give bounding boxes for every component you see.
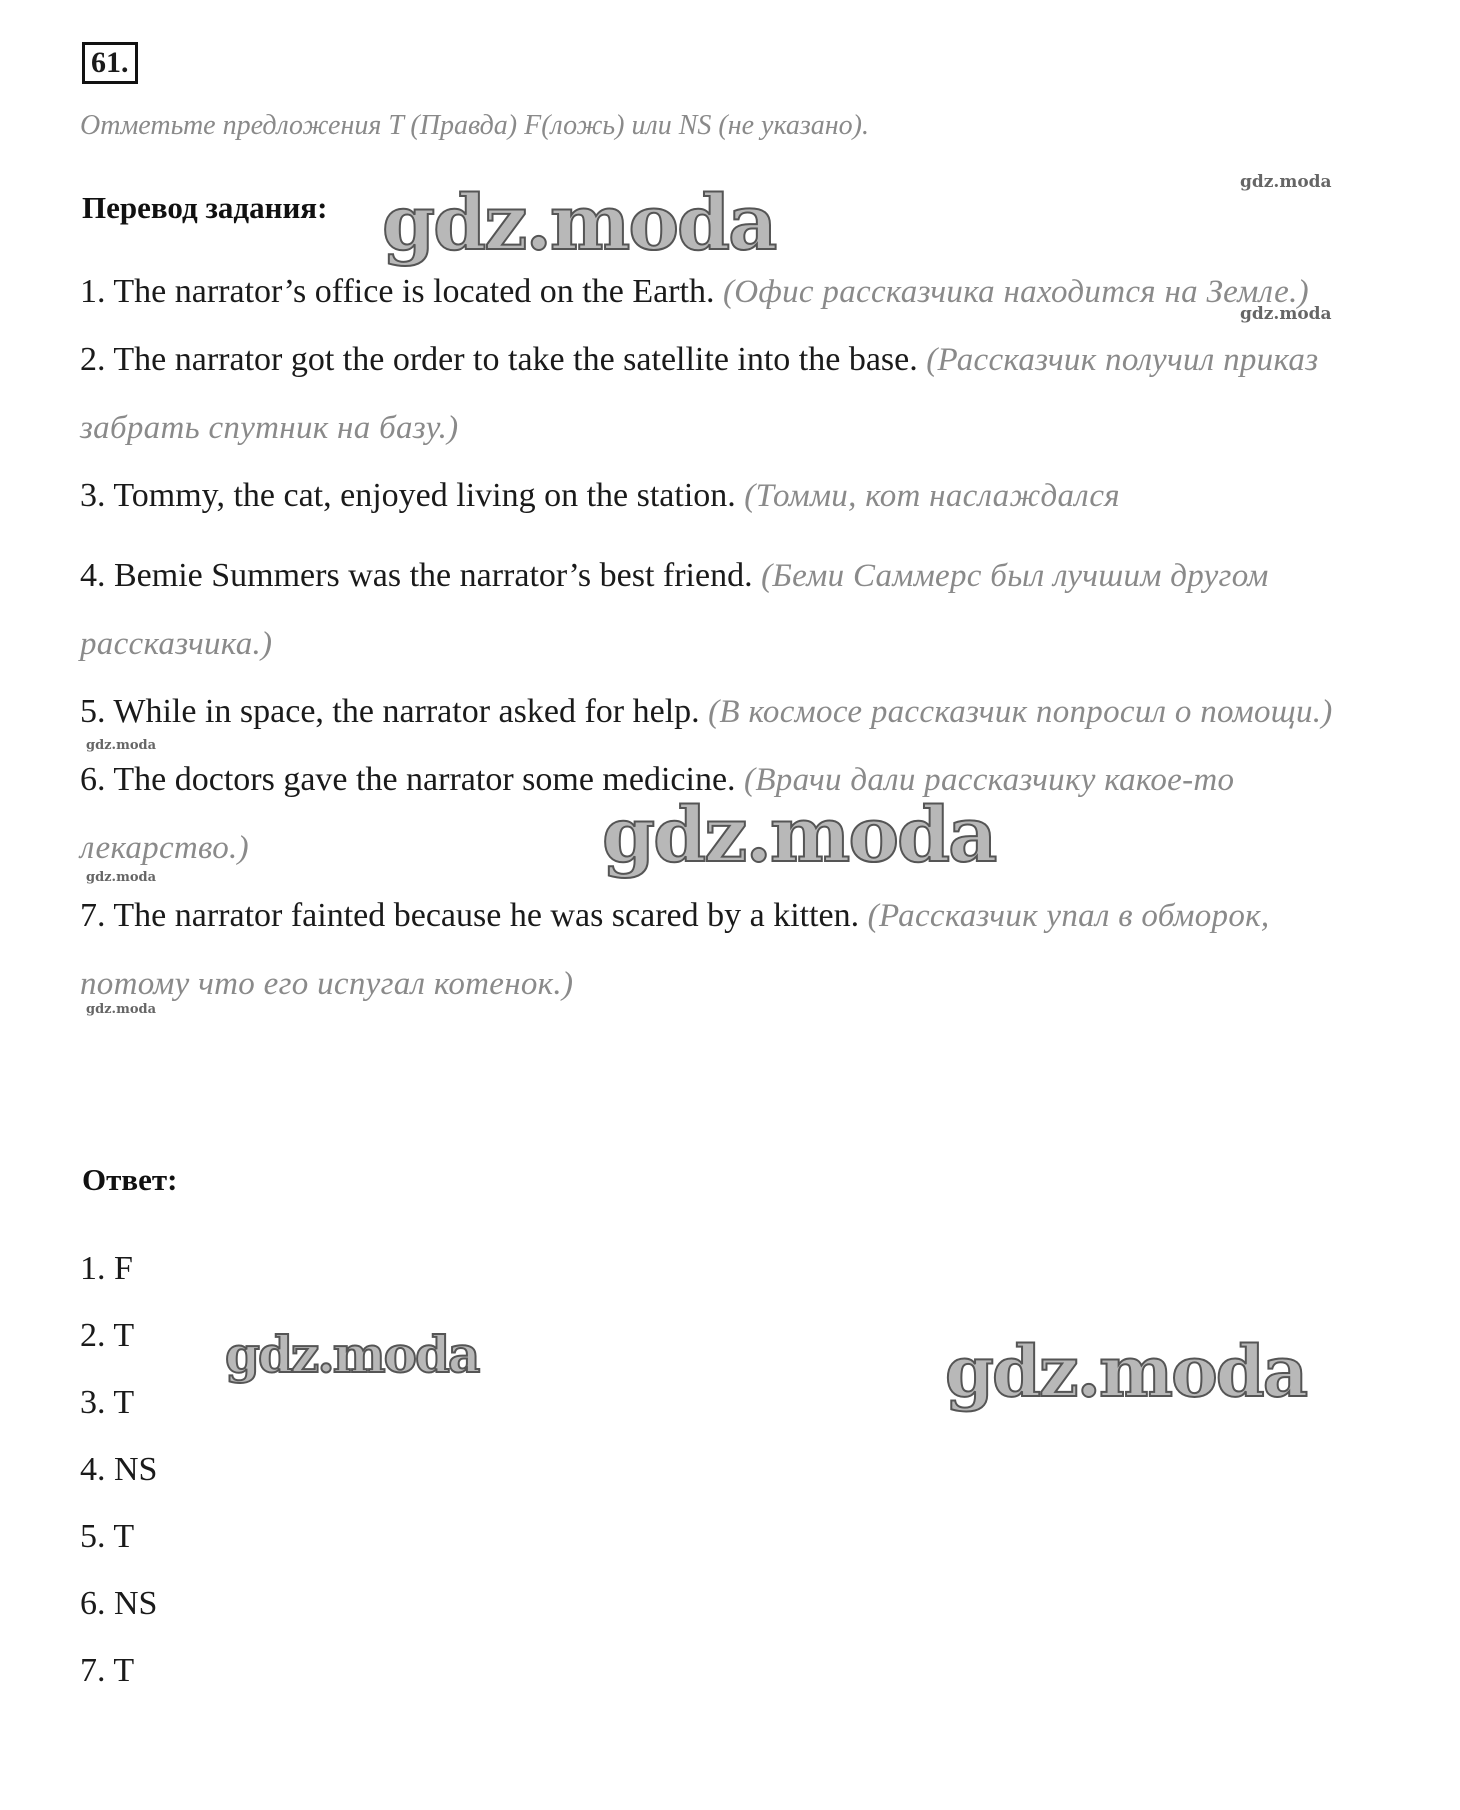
watermark-small: gdz.moda <box>1240 304 1332 324</box>
answer-item: 4. NS <box>80 1451 158 1488</box>
statement-item <box>80 882 1380 1018</box>
answer-item: 5. T <box>80 1518 135 1555</box>
statement-item <box>80 462 1380 530</box>
answer-item: 7. T <box>80 1652 135 1689</box>
statement-english: 5. While in space, the narrator asked for help. <box>80 693 700 730</box>
task-instruction: Отметьте предложения T (Правда) F(ложь) или NS (не указано). <box>80 110 869 141</box>
watermark-small: gdz.moda <box>86 870 157 885</box>
watermark-small: gdz.moda <box>1240 172 1332 192</box>
answer-item: 6. NS <box>80 1585 158 1622</box>
watermark-large: gdz.moda <box>382 178 776 267</box>
answer-item: 2. T <box>80 1317 135 1354</box>
statement-russian: (Офис рассказчика находится на Земле.) <box>722 274 1309 310</box>
answer-item: 1. F <box>80 1250 133 1287</box>
statement-russian: (Томми, кот наслаждался <box>744 478 1120 514</box>
statement-english: 4. Bemie Summers was the narrator’s best friend. <box>80 557 753 594</box>
watermark-medium: gdz.moda <box>225 1325 479 1384</box>
statement-russian: (Рассказчик получил приказ забрать спутник на базу.) <box>80 342 1319 446</box>
statement-english: 3. Tommy, the cat, enjoyed living on the station. <box>80 477 736 514</box>
statement-item <box>80 746 1380 882</box>
statement-russian: (Врачи дали рассказчику какое-то лекарство.) <box>80 762 1235 866</box>
watermark-large: gdz.moda <box>945 1330 1307 1413</box>
statement-item <box>80 326 1380 462</box>
watermark-small: gdz.moda <box>86 1002 157 1017</box>
statement-item <box>80 258 1380 326</box>
statement-english: 1. The narrator’s office is located on the Earth. <box>80 273 715 310</box>
watermark-large: gdz.moda <box>602 790 996 879</box>
answer-item: 3. T <box>80 1384 135 1421</box>
statement-english: 6. The doctors gave the narrator some medicine. <box>80 761 736 798</box>
answer-list <box>80 1235 157 1704</box>
statement-russian: (Рассказчик упал в обморок, потому что его испугал котенок.) <box>80 898 1270 1002</box>
task-number: 61. <box>82 42 138 84</box>
statement-item <box>80 678 1380 746</box>
statement-russian: (Беми Саммерс был лучшим другом рассказчика.) <box>80 558 1269 662</box>
statement-english: 2. The narrator got the order to take the satellite into the base. <box>80 341 918 378</box>
statement-english: 7. The narrator fainted because he was scared by a kitten. <box>80 897 860 934</box>
watermark-small: gdz.moda <box>86 738 157 753</box>
translation-heading: Перевод задания: <box>82 190 328 225</box>
answer-heading: Ответ: <box>82 1162 178 1197</box>
statement-list <box>80 258 1380 1018</box>
statement-item <box>80 542 1380 678</box>
statement-russian: (В космосе рассказчик попросил о помощи.) <box>708 694 1333 730</box>
